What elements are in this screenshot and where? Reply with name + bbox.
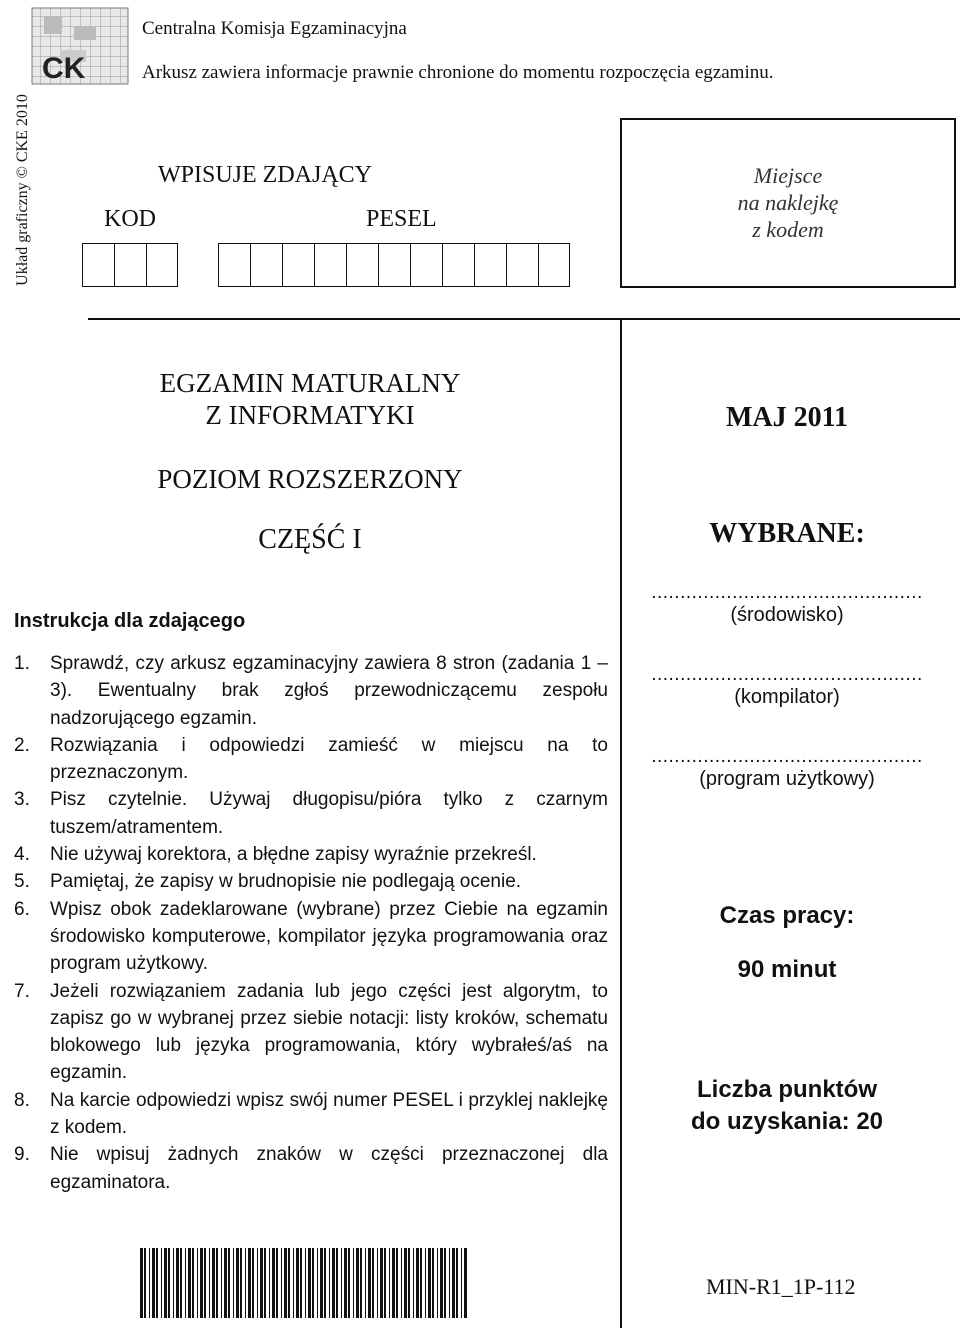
exam-level: POZIOM ROZSZERZONY [157, 464, 463, 494]
header-divider [88, 318, 960, 320]
instruction-item: 6. Wpisz obok zadeklarowane (wybrane) przez Ciebie na egzamin środowisko komputerowe, kompilator języka programowania oraz program użytkowy. [14, 898, 608, 975]
barcode-bar [240, 1248, 242, 1318]
barcode-bar [308, 1248, 311, 1318]
document-code: MIN-R1_1P-112 [706, 1274, 856, 1299]
barcode-bar [264, 1248, 266, 1318]
exam-part: CZĘŚĆ I [258, 524, 362, 555]
barcode-bar [444, 1248, 446, 1318]
barcode-bar [248, 1248, 251, 1318]
kod-box[interactable] [82, 243, 114, 287]
barcode-bar [425, 1248, 426, 1318]
barcode-bar [156, 1248, 158, 1318]
pesel-box[interactable] [442, 243, 474, 287]
exam-title-line2: Z INFORMATYKI [205, 400, 415, 430]
barcode-bar [221, 1248, 222, 1318]
barcode-bar [464, 1248, 467, 1318]
barcode-bar [152, 1248, 155, 1318]
column-divider [620, 318, 622, 1328]
instruction-item: 1. Sprawdź, czy arkusz egzaminacyjny zawiera 8 stron (zadania 1 – 3). Ewentualny brak zgłoś przewodniczącemu zespołu nadzorującego egzamin. [14, 653, 608, 729]
barcode-bar [452, 1248, 455, 1318]
instruction-item: 5. Pamiętaj, że zapisy w brudnopisie nie podlegają ocenie. [14, 871, 522, 893]
barcode-bar [140, 1248, 143, 1318]
side-copyright-label: Układ graficzny © CKE 2010 [14, 94, 31, 286]
instruction-item: 3. Pisz czytelnie. Używaj długopisu/pióra tylko z czarnym tuszem/atramentem. [14, 789, 608, 838]
time-value: 90 minut [737, 956, 837, 983]
barcode-bar [404, 1248, 407, 1318]
application-field[interactable]: ............................................... [651, 746, 923, 767]
barcode-bar [324, 1248, 326, 1318]
barcode-bar [329, 1248, 330, 1318]
barcode-bar [224, 1248, 227, 1318]
pesel-box[interactable] [506, 243, 538, 287]
sticker-line: Miejsce [753, 163, 823, 188]
logo-text: CK [42, 52, 86, 85]
kod-box[interactable] [146, 243, 178, 287]
barcode-bar [344, 1248, 347, 1318]
confidential-notice: Arkusz zawiera informacje prawnie chronione do momentu rozpoczęcia egzaminu. [142, 62, 774, 83]
barcode-bar [332, 1248, 335, 1318]
barcode-bar [420, 1248, 422, 1318]
pesel-label: PESEL [366, 206, 437, 232]
exam-date: MAJ 2011 [725, 402, 849, 433]
pesel-box[interactable] [218, 243, 250, 287]
barcode-bar [185, 1248, 186, 1318]
instruction-item: 4. Nie używaj korektora, a błędne zapisy wyraźnie przekreśl. [14, 844, 537, 866]
barcode-bar [216, 1248, 218, 1318]
barcode-bar [396, 1248, 398, 1318]
institution-name: Centralna Komisja Egzaminacyjna [142, 18, 407, 39]
barcode-bar [317, 1248, 318, 1318]
barcode-bar [173, 1248, 174, 1318]
sticker-line: z kodem [752, 217, 824, 242]
barcode-bar [204, 1248, 206, 1318]
instruction-item: 8. Na karcie odpowiedzi wpisz swój numer PESEL i przyklej naklejkę z kodem. [14, 1089, 608, 1139]
pesel-box[interactable] [282, 243, 314, 287]
pesel-box[interactable] [314, 243, 346, 287]
compiler-label: (kompilator) [734, 686, 840, 708]
barcode-bar [461, 1248, 462, 1318]
barcode-bar [432, 1248, 434, 1318]
barcode-bar [257, 1248, 258, 1318]
barcode-bar [384, 1248, 386, 1318]
barcode-bar [408, 1248, 410, 1318]
kod-input-boxes[interactable] [82, 243, 178, 287]
sticker-placeholder [620, 162, 956, 243]
barcode-bar [377, 1248, 378, 1318]
pesel-box[interactable] [250, 243, 282, 287]
barcode-bar [200, 1248, 203, 1318]
pesel-input-boxes[interactable] [218, 243, 570, 287]
barcode-bar [180, 1248, 182, 1318]
cke-logo [30, 6, 130, 86]
pesel-box[interactable] [346, 243, 378, 287]
application-label: (program użytkowy) [699, 768, 875, 790]
selected-heading: WYBRANE: [709, 518, 865, 549]
barcode-bar [365, 1248, 366, 1318]
barcode-bar [252, 1248, 254, 1318]
barcode-bar [389, 1248, 390, 1318]
barcode-bar [416, 1248, 419, 1318]
barcode-bar [260, 1248, 263, 1318]
barcode-bar [305, 1248, 306, 1318]
barcode-bar [161, 1248, 162, 1318]
barcode-bar [272, 1248, 275, 1318]
barcode-bar [437, 1248, 438, 1318]
barcode-bar [392, 1248, 395, 1318]
barcode-bar [440, 1248, 443, 1318]
barcode-bar [233, 1248, 234, 1318]
instruction-item: 9. Nie wpisuj żadnych znaków w części przeznaczonej dla egzaminatora. [14, 1144, 608, 1193]
barcode-bar [401, 1248, 402, 1318]
environment-field[interactable]: ............................................... [651, 582, 923, 603]
compiler-field[interactable]: ............................................... [651, 664, 923, 685]
barcode-bar [212, 1248, 215, 1318]
barcode-bar [336, 1248, 338, 1318]
kod-box[interactable] [114, 243, 146, 287]
exam-title-line1: EGZAMIN MATURALNY [159, 368, 461, 398]
barcode-bar [320, 1248, 323, 1318]
instruction-item: 2. Rozwiązania i odpowiedzi zamieść w miejscu na to przeznaczonym. [14, 734, 608, 784]
candidate-heading: WPISUJE ZDAJĄCY [158, 162, 373, 188]
barcode-bar [176, 1248, 179, 1318]
barcode-bar [456, 1248, 458, 1318]
barcode-bar [312, 1248, 314, 1318]
barcode-bar [192, 1248, 194, 1318]
instructions-list [14, 650, 608, 1196]
barcode-bar [372, 1248, 374, 1318]
barcode-bar [209, 1248, 210, 1318]
kod-label: KOD [104, 206, 156, 232]
sticker-line: na naklejkę [737, 190, 839, 215]
environment-label: (środowisko) [730, 604, 844, 626]
points-line2: do uzyskania: 20 [690, 1108, 884, 1135]
barcode-bar [228, 1248, 230, 1318]
pesel-box[interactable] [474, 243, 506, 287]
barcode-bar [380, 1248, 383, 1318]
instruction-item: 7. Jeżeli rozwiązaniem zadania lub jego części jest algorytm, to zapisz go w wybranej przez siebie notacji: listy kroków, schematu blokowego lub języka programowania, który wybrałeś/aś na egzamin. [14, 980, 608, 1084]
barcode-bar [413, 1248, 414, 1318]
barcode-bar [341, 1248, 342, 1318]
points-line1: Liczba punktów [697, 1076, 877, 1103]
pesel-box[interactable] [538, 243, 570, 287]
barcode-bar [269, 1248, 270, 1318]
barcode-bar [281, 1248, 282, 1318]
time-label: Czas pracy: [719, 902, 855, 929]
barcode-bar [293, 1248, 294, 1318]
barcode-bar [149, 1248, 150, 1318]
barcode-bar [356, 1248, 359, 1318]
pesel-box[interactable] [410, 243, 442, 287]
barcode-bar [188, 1248, 191, 1318]
barcode-bar [353, 1248, 354, 1318]
barcode-bar [428, 1248, 431, 1318]
barcode-bar [368, 1248, 371, 1318]
barcode-bar [236, 1248, 239, 1318]
barcode-bar [144, 1248, 146, 1318]
pesel-box[interactable] [378, 243, 410, 287]
barcode-bar [348, 1248, 350, 1318]
barcode-bar [288, 1248, 290, 1318]
barcode-bar [449, 1248, 450, 1318]
barcode-bar [168, 1248, 170, 1318]
barcode-bar [300, 1248, 302, 1318]
barcode-bar [360, 1248, 362, 1318]
barcode-bar [276, 1248, 278, 1318]
barcode-bar [197, 1248, 198, 1318]
barcode-bar [296, 1248, 299, 1318]
instructions-heading: Instrukcja dla zdającego [14, 610, 246, 632]
barcode-bar [164, 1248, 167, 1318]
barcode-bar [245, 1248, 246, 1318]
barcode-bar [284, 1248, 287, 1318]
barcode [138, 1248, 470, 1318]
